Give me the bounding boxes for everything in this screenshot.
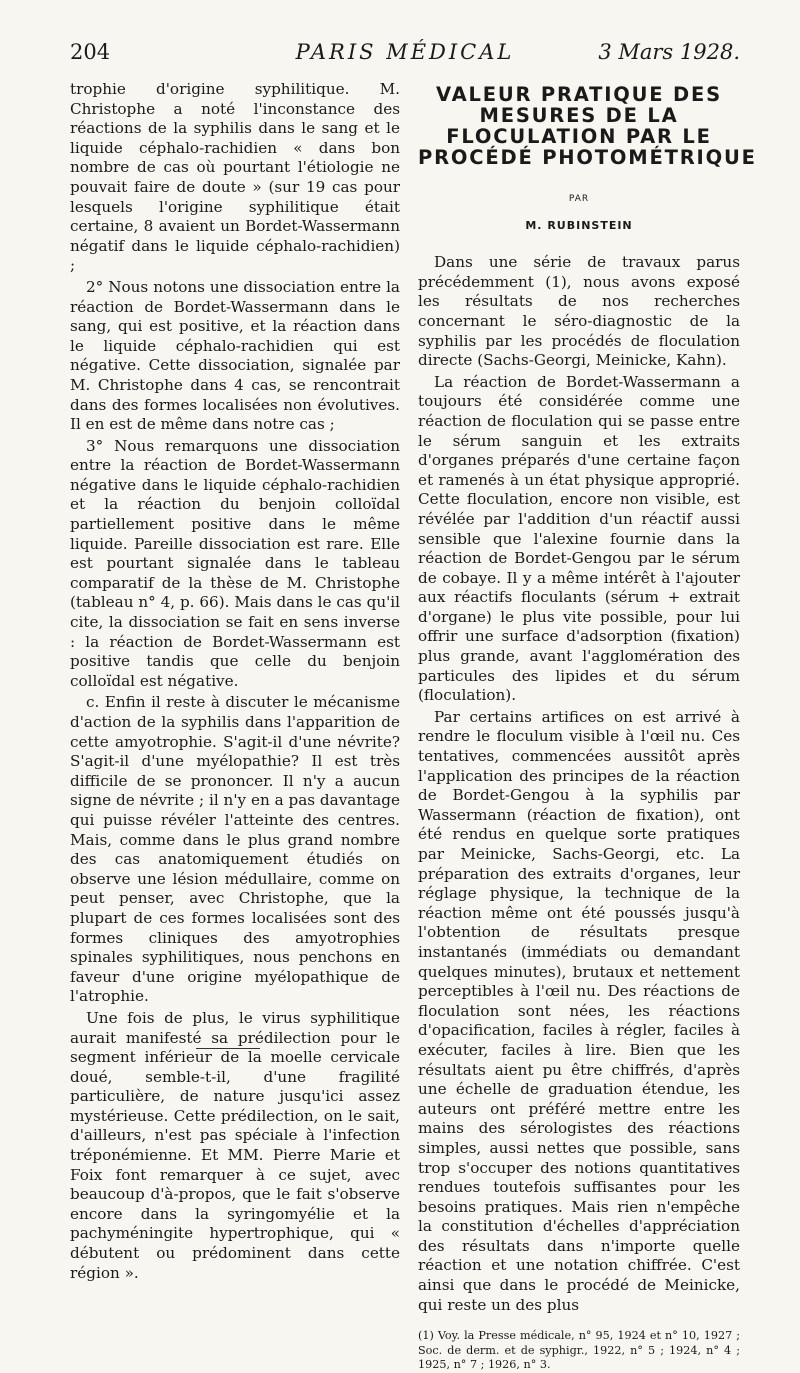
- article-title-line: VALEUR PRATIQUE DES: [436, 83, 722, 106]
- journal-title: PARIS MÉDICAL: [295, 40, 515, 64]
- article-author: M. RUBINSTEIN: [525, 218, 633, 232]
- column-end-rule: [196, 1048, 260, 1049]
- left-paragraph-4: c. Enfin il reste à discuter le mécanisme d'action de la syphilis dans l'apparition de cette amyotrophie. S'agit-il d'une névrite? S'agit-il d'une myélopathie? Il est très difficile de se prononcer. Il n'y a aucun signe de névrite ; il n'y en a pas davantage qui puisse révéler l'atteinte des centres. Mais, comme dans le plus grand nombre des cas anatomiquement étudiés on observe une lésion médullaire, comme on peut penser, avec Christophe, que la plupart de ces formes localisées sont des formes cliniques des amyotrophies spinales syphilitiques, nous penchons en faveur d'une origine myélopathique de l'atrophie.: [70, 693, 400, 1006]
- article-paragraph-2: La réaction de Bordet-Wassermann a toujours été considérée comme une réaction de floculation qui se passe entre le sérum sanguin et les extraits d'organes préparés d'une certaine façon et ramenés à un état physique approprié. Cette floculation, encore non visible, est révélée par l'addition d'un réactif aussi sensible que l'alexine fournie dans la réaction de Bordet-Gengou par le sérum de cobaye. Il y a même intérêt à l'ajouter aux réactifs floculants (sérum + extrait d'organe) le plus vite possible, pour lui offrir une surface d'adsorption (fixation) plus grande, avant l'agglomération des particules des lipides et du sérum (floculation).: [418, 372, 740, 705]
- article-paragraph-3: Par certains artifices on est arrivé à rendre le floculum visible à l'œil nu. Ces tentatives, commencées aussitôt après l'application des principes de la réaction de Bordet-Gengou à la syphilis par Wassermann (réaction de fixation), ont été rendus en quelque sorte pratiques par Meinicke, Sachs-Georgi, etc. La préparation des extraits d'organes, leur réglage physique, la technique de la réaction même ont été poussés jusqu'à l'obtention de résultats presque instantanés (immédiats ou demandant quelques minutes), brutaux et nettement perceptibles à l'œil nu. Des réactions de floculation sont nées, les réactions d'opacification, faciles à régler, faciles à exécuter, faciles à lire. Bien que les résultats aient pu être chiffrés, d'après une échelle de graduation étendue, les auteurs ont préféré mettre entre les mains des sérologistes des réactions simples, aussi nettes que possible, sans trop s'occuper des notions quantitatives rendues toutefois suffisantes pour les besoins pratiques. Mais rien n'empêche la constitution d'échelles d'appréciation des résultats dans n'importe quelle réaction et une notation chiffrée. C'est ainsi que dans le procédé de Meinicke, qui reste un des plus: [418, 707, 740, 1314]
- left-paragraph-3: 3° Nous remarquons une dissociation entre la réaction de Bordet-Wassermann négative dans le liquide céphalo-rachidien et la réaction du benjoin colloïdal partiellement positive dans le même liquide. Pareille dissociation est rare. Elle est pourtant signalée dans le tableau comparatif de la thèse de M. Christophe (tableau n° 4, p. 66). Mais dans le cas qu'il cite, la dissociation se fait en sens inverse : la réaction de Bordet-Wassermann est positive tandis que celle du benjoin colloïdal est négative.: [70, 436, 400, 690]
- page-header: [70, 40, 740, 70]
- footnote: (1) Voy. la Presse médicale, n° 95, 1924 et n° 10, 1927 ; Soc. de derm. et de syphigr., 1922, n° 5 ; 1924, n° 4 ; 1925, n° 7 ; 1926, n° 3.: [418, 1329, 740, 1372]
- page-number: 204: [70, 40, 111, 64]
- left-paragraph-5: Une fois de plus, le virus syphilitique aurait manifesté sa prédilection pour le segment inférieur de la moelle cervicale doué, semble-t-il, d'une fragilité particulière, de nature jusqu'ici assez mystérieuse. Cette prédilection, on le sait, d'ailleurs, n'est pas spéciale à l'infection tréponémienne. Et MM. Pierre Marie et Foix font remarquer à ce sujet, avec beaucoup d'à-propos, que le fait s'observe encore dans la syringomyélie et la pachyméningite hypertrophique, qui « débutent ou prédominent dans cette région ».: [70, 1008, 400, 1282]
- left-column: [70, 80, 400, 1283]
- article-paragraph-1: Dans une série de travaux parus précédemment (1), nous avons exposé les résultats de nos recherches concernant le séro-diagnostic de la syphilis par les procédés de floculation directe (Sachs-Georgi, Meinicke, Kahn).: [418, 253, 740, 370]
- by-label: PAR: [568, 194, 590, 204]
- left-paragraph-1: trophie d'origine syphilitique. M. Christophe a noté l'inconstance des réactions de la syphilis dans le sang et le liquide céphalo-rachidien « dans bon nombre de cas où pourtant l'étiologie ne pouvait faire de doute » (sur 19 cas pour lesquels l'origine syphilitique était certaine, 8 avaient un Bordet-Wassermann négatif dans le liquide céphalo-rachidien) ;: [70, 80, 400, 275]
- article-title: [418, 83, 757, 169]
- article-title-line: PROCÉDÉ PHOTOMÉTRIQUE: [418, 146, 757, 169]
- issue-date: 3 Mars 1928.: [598, 40, 740, 64]
- article-title-line: MESURES DE LA: [479, 104, 679, 127]
- article-title-line: FLOCULATION PAR LE: [446, 125, 712, 148]
- right-column: [418, 80, 757, 1373]
- left-paragraph-2: 2° Nous notons une dissociation entre la réaction de Bordet-Wassermann dans le sang, qui est positive, et la réaction dans le liquide céphalo-rachidien qui est négative. Cette dissociation, signalée par M. Christophe dans 4 cas, se rencontrait dans des formes localisées non évolutives. Il en est de même dans notre cas ;: [70, 277, 400, 434]
